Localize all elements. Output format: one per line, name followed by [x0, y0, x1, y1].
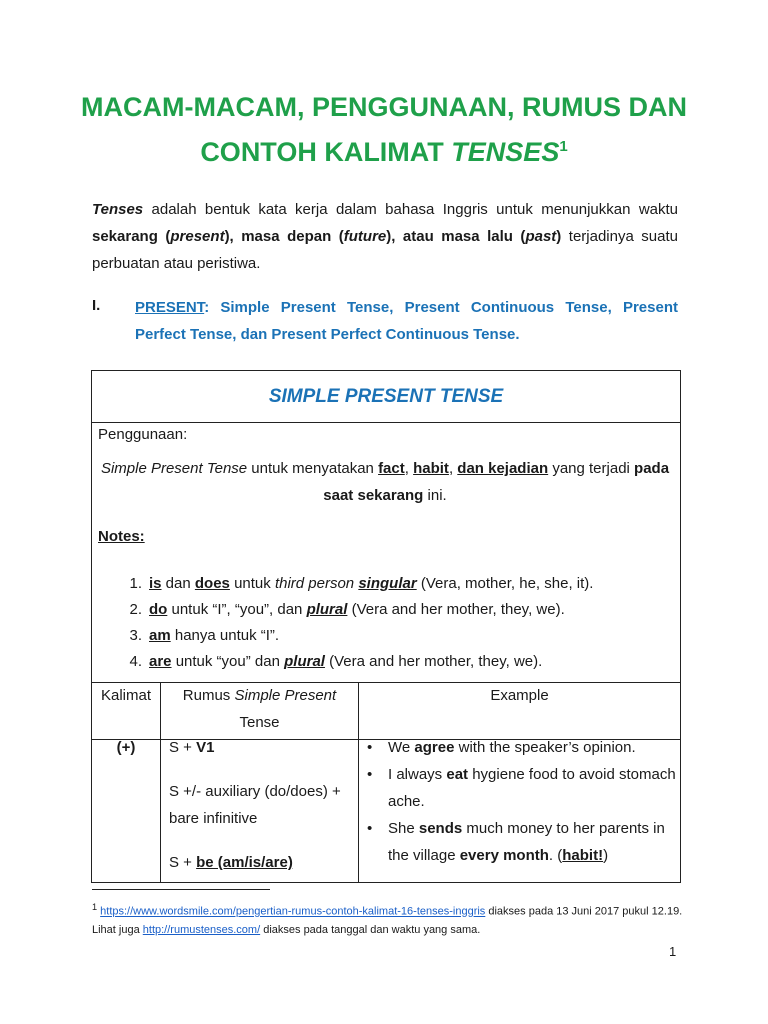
footnote: $^1$ https://www.wordsmile.com/pengertian-rumus-contoh-kalimat-16-tenses-inggris diakses pada 13 Juni 2017 pukul 12.19. Lihat juga http://rumustenses.com/ diakses pada tanggal dan waktu yang sama. — [92, 902, 683, 936]
section-number: I. — [92, 297, 101, 314]
document-title-line-1: MACAM-MACAM, PENGGUNAAN, RUMUS DAN — [81, 92, 687, 122]
note-item: 2. do untuk “I”, “you”, dan plural (Vera and her mother, they, we). — [129, 601, 565, 618]
box-header — [92, 371, 680, 423]
title-text: CONTOH KALIMAT — [200, 137, 452, 167]
section-heading: PRESENT: Simple Present Tense, Present Continuous Tense, Present Perfect Tense, dan Present Perfect Continuous Tense. — [135, 299, 678, 343]
table-divider — [358, 683, 359, 883]
simple-present-box — [91, 370, 681, 883]
footnote-link-wordsmile[interactable]: https://www.wordsmile.com/pengertian-rumus-contoh-kalimat-16-tenses-inggris — [100, 905, 486, 918]
note-item: 3. am hanya untuk “I”. — [129, 627, 280, 644]
usage-text: Simple Present Tense untuk menyatakan fact, habit, dan kejadian yang terjadi pada saat sekarang ini. — [100, 460, 670, 504]
example-item: • I always eat hygiene food to avoid stomach ache. — [360, 761, 676, 815]
footnote-reference[interactable]: 1 — [559, 138, 568, 155]
header-rumus: Rumus Simple Present Tense — [182, 687, 337, 731]
formula-auxiliary: S +/- auxiliary (do/does) + bare infinitive — [169, 783, 341, 827]
kalimat-positive: (+) — [116, 739, 136, 756]
example-item: • We agree with the speaker’s opinion. — [360, 734, 676, 761]
title-italic: TENSES — [451, 137, 560, 167]
example-item: • She sends much money to her parents in the village every month. (habit!) — [360, 815, 676, 869]
intro-term: Tenses — [92, 201, 144, 218]
usage-label: Penggunaan: — [98, 426, 188, 443]
header-example: Example — [490, 687, 549, 704]
note-item: 4. are untuk “you” dan plural (Vera and her mother, they, we). — [129, 653, 543, 670]
note-item: 1. is dan does untuk third person singular (Vera, mother, he, she, it). — [129, 575, 594, 592]
footnote-separator — [92, 889, 270, 890]
notes-label: Notes: — [98, 528, 145, 545]
formula-v1: S + V1 — [169, 739, 215, 756]
box-heading: SIMPLE PRESENT TENSE — [268, 385, 504, 407]
document-title-line-2 — [60, 137, 708, 168]
examples-list — [360, 734, 676, 869]
intro-paragraph: Tenses adalah bentuk kata kerja dalam bahasa Inggris untuk menunjukkan waktu sekarang (present), masa depan (future), atau masa lalu (past) terjadinya suatu perbuatan atau peristiwa. — [92, 201, 679, 272]
header-kalimat: Kalimat — [100, 687, 152, 704]
page-number: 1 — [669, 944, 677, 959]
formula-be: S + be (am/is/are) — [169, 854, 293, 871]
footnote-link-rumustenses[interactable]: http://rumustenses.com/ — [142, 923, 261, 936]
section-present: PRESENT — [135, 299, 205, 316]
notes-list — [98, 571, 672, 675]
